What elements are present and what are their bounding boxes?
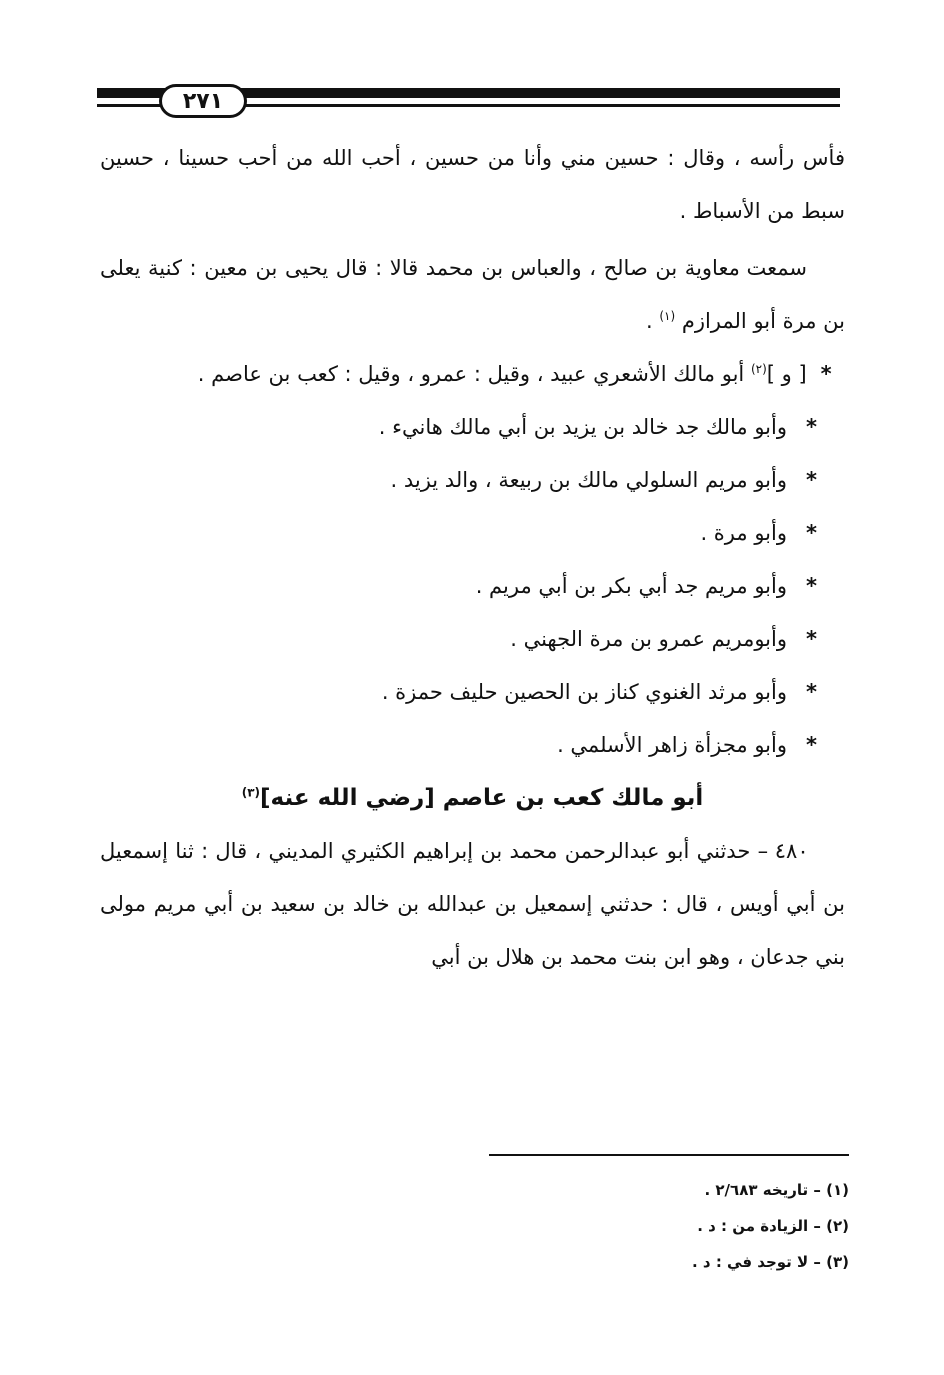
- footnote-divider: [489, 1154, 849, 1156]
- list-item-text: وأبو مريم جد أبي بكر بن أبي مريم .: [475, 574, 787, 598]
- section-heading: [100, 772, 845, 825]
- list-item: [100, 560, 845, 613]
- paragraph-3-text: ٤٨٠ – حدثني أبو عبدالرحمن محمد بن إبراهيم الكثيري المديني ، قال : ثنا إسمعيل بن أبي أويس ، قال : حدثني إسمعيل بن عبدالله بن خالد بن سعيد بن أبي مريم مولى بني جدعان ، وهو ابن بنت محمد بن هلال بن أبي: [100, 839, 845, 969]
- list-item-text: وأبو مرثد الغنوي كناز بن الحصين حليف حمزة .: [381, 680, 787, 704]
- paragraph-2-text: سمعت معاوية بن صالح ، والعباس بن محمد قالا : قال يحيى بن معين : كنية يعلى بن مرة أبو المرازم: [100, 256, 845, 333]
- list-item: [100, 613, 845, 666]
- bullet-star: *: [806, 521, 817, 545]
- footnote-ref-2: (٢): [750, 362, 767, 376]
- footnote: (٢) – الزيادة من : د .: [697, 1217, 849, 1235]
- section-heading-text: أبو مالك كعب بن عاصم [رضي الله عنه]: [260, 785, 704, 811]
- bullet-star: *: [806, 574, 817, 598]
- paragraph-1: فأس رأسه ، وقال : حسين مني وأنا من حسين ، أحب الله من أحب حسينا ، حسين سبط من الأسباط .: [100, 146, 845, 223]
- page-number: ٢٧١: [159, 84, 247, 118]
- list-item: [100, 507, 845, 560]
- list-item: [100, 401, 845, 454]
- bullet-star: *: [806, 415, 817, 439]
- bullet-star: *: [806, 468, 817, 492]
- list-item-text: وأبو مريم السلولي مالك بن ربيعة ، والد يزيد .: [390, 468, 787, 492]
- footnote: (٣) – لا توجد في : د .: [692, 1253, 849, 1271]
- list-item: [100, 719, 845, 772]
- list-item-first-text: أبو مالك الأشعري عبيد ، وقيل : عمرو ، وقيل : كعب بن عاصم .: [197, 362, 751, 386]
- list-item-first-prefix: [ و ]: [766, 362, 807, 386]
- list-item: [100, 454, 845, 507]
- list-item: [100, 666, 845, 719]
- main-text: [100, 132, 845, 984]
- footnote: (١) – تاريخه ٢/٦٨٣ .: [704, 1181, 849, 1199]
- paragraph-2: [100, 242, 845, 348]
- bullet-star: *: [806, 680, 817, 704]
- bullet-star: *: [806, 627, 817, 651]
- footnote-ref-1: (١): [659, 309, 676, 323]
- list-item-first: [100, 348, 845, 401]
- footnotes: [460, 1172, 849, 1280]
- bullet-star: *: [820, 362, 832, 386]
- paragraph-3: [100, 825, 845, 984]
- page-header: [97, 84, 840, 122]
- bullet-star: *: [806, 733, 817, 757]
- list-item-text: وأبو مجزأة زاهر الأسلمي .: [557, 733, 787, 757]
- list-item-text: وأبو مالك جد خالد بن يزيد بن أبي مالك هانيء .: [378, 415, 787, 439]
- footnote-ref-3: (٣): [241, 785, 261, 800]
- bullet-list: [100, 401, 845, 772]
- paragraph-2-end: .: [645, 309, 660, 333]
- list-item-text: وأبومريم عمرو بن مرة الجهني .: [510, 627, 787, 651]
- list-item-text: وأبو مرة .: [700, 521, 787, 545]
